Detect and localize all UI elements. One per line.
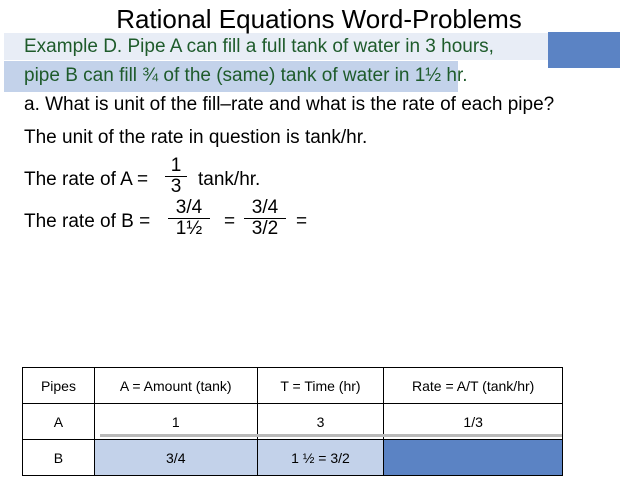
question-text: a. What is unit of the fill–rate and what is the rate of each pipe?	[24, 94, 555, 115]
table-row	[23, 440, 563, 476]
header-pipes: Pipes	[23, 368, 95, 404]
header-time: T = Time (hr)	[257, 368, 384, 404]
equals-sign-1: =	[224, 211, 236, 232]
rate-b-fraction-2	[244, 198, 286, 239]
rate-b-fraction-2-denominator: 3/2	[251, 218, 279, 239]
pipes-table	[22, 367, 563, 476]
cell-amount: 3/4	[94, 440, 257, 476]
rate-b-fraction-1-numerator: 3/4	[175, 197, 203, 218]
header-rate: Rate = A/T (tank/hr)	[384, 368, 563, 404]
example-line-2: pipe B can fill ¾ of the (same) tank of water in 1½ hr.	[24, 65, 468, 86]
cell-pipe: A	[23, 404, 95, 440]
cell-rate	[384, 440, 563, 476]
header-amount: A = Amount (tank)	[94, 368, 257, 404]
example-line-1: Example D. Pipe A can fill a full tank of water in 3 hours,	[24, 36, 494, 57]
rate-a-fraction	[165, 156, 187, 197]
table-header-row	[23, 368, 563, 404]
cell-time: 3	[257, 404, 384, 440]
equals-sign-2: =	[296, 211, 308, 232]
cell-amount: 1	[94, 404, 257, 440]
rate-a-numerator: 1	[170, 155, 182, 176]
rate-a-denominator: 3	[170, 176, 182, 197]
row-divider-shadow	[100, 434, 562, 437]
blue-highlight-box	[548, 32, 620, 68]
cell-time: 1 ½ = 3/2	[257, 440, 384, 476]
rate-a-unit: tank/hr.	[198, 169, 261, 190]
slide-title: Rational Equations Word-Problems	[116, 4, 522, 34]
rate-a-label: The rate of A =	[24, 169, 149, 190]
cell-pipe: B	[23, 440, 95, 476]
cell-rate: 1/3	[384, 404, 563, 440]
rate-b-fraction-1-denominator: 1½	[175, 218, 203, 239]
rate-b-fraction-1	[168, 198, 210, 239]
rate-b-label: The rate of B =	[24, 211, 151, 232]
unit-statement: The unit of the rate in question is tank/hr.	[24, 127, 368, 148]
rate-b-fraction-2-numerator: 3/4	[251, 197, 279, 218]
